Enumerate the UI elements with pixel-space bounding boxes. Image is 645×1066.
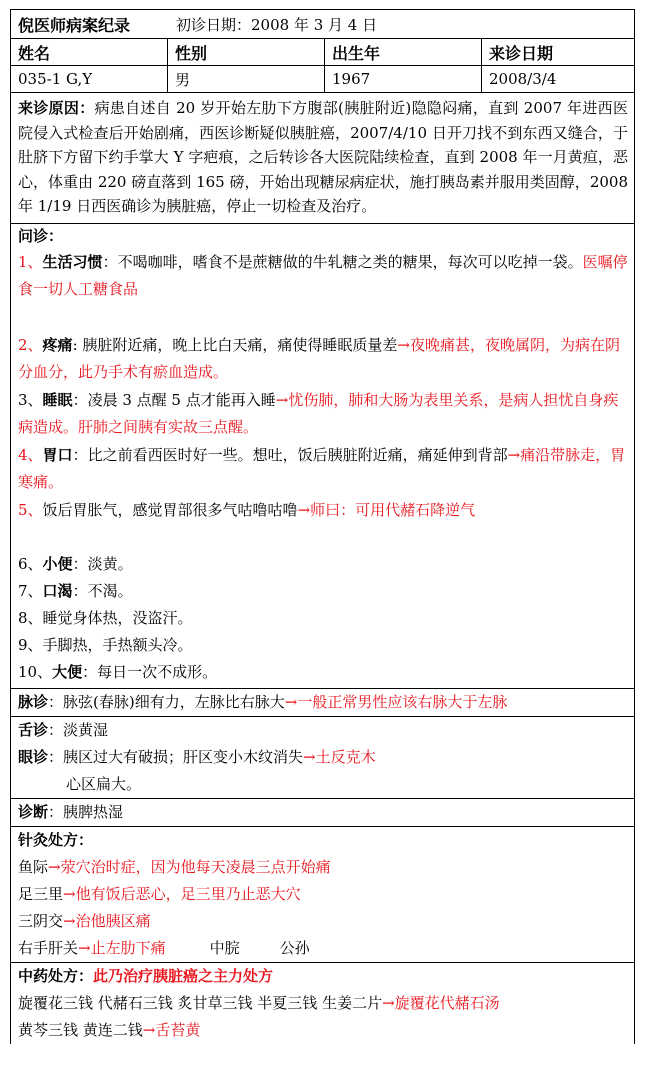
arrow-icon: →	[63, 911, 76, 930]
item-colon: ：	[72, 581, 88, 600]
pulse-annotation: 一般正常男性应该右脉大于左脉	[297, 692, 508, 711]
herbal-line-2	[11, 1017, 634, 1044]
item-text: 手脚热，手热额头冷。	[42, 635, 193, 654]
herbal-title-line	[11, 963, 634, 990]
inquiry-section	[11, 224, 634, 689]
arrow-icon: →	[397, 335, 410, 354]
arrow-icon: →	[382, 993, 395, 1012]
visit-reason-text: 病患自述自 20 岁开始左肋下方腹部(胰脏附近)隐隐闷痛，直到 2007 年进西医院侵入式检查后开始剧痛，西医诊断疑似胰脏癌，2007/4/10 日开刀找不到东西又缝合，于肚脐下方留下约手掌大 Y 字疤痕，之后转诊各大医院陆续检查，直到 2008 年一月黄疸，恶心，体重由 220 磅直落到 165 磅，开始出现糖尿病症状，施打胰岛素并服用类固醇，2008 年 1/19 日西医确诊为胰脏癌，停止一切检查及治疗。	[18, 99, 628, 215]
item-annotation: 师曰：可用代赭石降逆气	[310, 500, 476, 519]
acupoint-annotation: 荥穴治时症，因为他每天凌晨三点开始痛	[60, 857, 331, 876]
herbal-formula-name: 旋覆花代赭石汤	[394, 993, 500, 1012]
eye-line	[11, 744, 634, 771]
inquiry-item-7	[11, 578, 634, 605]
tongue-label: 舌诊	[18, 720, 49, 739]
acupuncture-title: 针灸处方：	[18, 830, 94, 849]
item-annotation: 夜晚痛甚，夜晚属阴，为病在阴分血分，此乃手术有瘀血造成。	[18, 335, 620, 381]
item-label: 小便	[42, 554, 73, 573]
eye-colon: ：	[48, 747, 64, 766]
item-label: 生活习惯	[42, 252, 103, 271]
item-annotation: 医嘱停食一切人工糖食品	[18, 252, 628, 298]
acupoint-extra: 中脘	[209, 938, 240, 957]
item-number: 3、	[18, 390, 43, 409]
gender-value: 男	[168, 66, 325, 92]
tongue-line	[11, 717, 634, 744]
inquiry-item-1	[11, 249, 634, 304]
gender-header: 性别	[168, 39, 325, 65]
diagnosis-colon: ：	[48, 802, 64, 821]
item-number: 9、	[18, 635, 43, 654]
item-text: 凌晨 3 点醒 5 点才能再入睡	[87, 390, 276, 409]
diagnosis-section	[11, 799, 634, 827]
item-text: 不渴。	[87, 581, 133, 600]
acupoint-line-1	[11, 854, 634, 881]
herbal-formula: 黄芩三钱 黄连二钱	[18, 1020, 143, 1039]
item-annotation: 痛沿带脉走，胃寒痛。	[18, 445, 626, 491]
herbal-section	[11, 963, 634, 1044]
item-number: 1、	[18, 252, 43, 271]
item-colon: ：	[72, 390, 88, 409]
tongue-eye-section	[11, 717, 634, 799]
herbal-annotation: 此乃治疗胰脏癌之主力处方	[93, 966, 274, 985]
item-annotation: 忧伤肺，肺和大肠为表里关系，是病人担忧自身疾病造成。肝肺之间胰有实故三点醒。	[18, 390, 619, 436]
patient-values-row	[11, 66, 634, 93]
pulse-section	[11, 689, 634, 717]
herbal-line-1	[11, 990, 634, 1017]
item-label: 睡眠	[42, 390, 73, 409]
item-number: 2、	[18, 335, 43, 354]
acupoint-annotation: 他有饭后恶心，足三里乃止恶大穴	[75, 884, 301, 903]
inquiry-item-4	[11, 442, 634, 497]
item-colon: :	[72, 335, 83, 354]
acupoint-annotation: 治他胰区痛	[75, 911, 151, 930]
arrow-icon: →	[284, 692, 298, 711]
acupuncture-section	[11, 827, 634, 963]
pulse-label: 脉诊	[18, 692, 49, 711]
arrow-icon: →	[297, 500, 311, 519]
spacer	[11, 524, 634, 551]
item-colon: ：	[72, 445, 88, 464]
acupoint-line-3	[11, 908, 634, 935]
inquiry-title: 问诊：	[18, 226, 64, 245]
item-text: 睡觉身体热，没盗汗。	[42, 608, 193, 627]
inquiry-item-2	[11, 332, 634, 387]
diagnosis-label: 诊断	[18, 802, 49, 821]
arrow-icon: →	[48, 857, 61, 876]
tongue-colon: ：	[48, 720, 64, 739]
inquiry-item-9	[11, 632, 634, 659]
birth-year-value: 1967	[325, 66, 482, 92]
item-number: 6、	[18, 554, 43, 573]
item-text: 淡黄。	[87, 554, 133, 573]
item-number: 4、	[18, 445, 43, 464]
diagnosis-text: 胰脾热湿	[63, 802, 124, 821]
item-text: 胰脏附近痛，晚上比白天痛，痛使得睡眠质量差	[82, 335, 398, 354]
inquiry-item-5	[11, 497, 634, 524]
item-label: 胃口	[42, 445, 73, 464]
item-number: 7、	[18, 581, 43, 600]
title-row	[11, 10, 634, 39]
eye-label: 眼诊	[18, 747, 49, 766]
spacer	[11, 304, 634, 332]
item-number: 10、	[18, 662, 53, 681]
visit-reason-label: 来诊原因：	[18, 99, 95, 117]
acupoint-extra: 公孙	[279, 938, 310, 957]
eye-line-2: 心区扁大。	[66, 774, 142, 793]
patient-header-row	[11, 39, 634, 66]
item-text: 每日一次不成形。	[97, 662, 218, 681]
record-title: 倪医师病案纪录	[18, 15, 131, 35]
name-header: 姓名	[11, 39, 168, 65]
visit-date-value: 2008/3/4	[489, 70, 557, 88]
item-colon: ：	[72, 554, 88, 573]
arrow-icon: →	[63, 884, 76, 903]
inquiry-item-8	[11, 605, 634, 632]
item-colon: ：	[102, 252, 118, 271]
item-colon: ：	[82, 662, 98, 681]
eye-annotation: 土反克木	[315, 747, 376, 766]
herbal-formula: 旋覆花三钱 代赭石三钱 炙甘草三钱 半夏三钱 生姜二片	[18, 993, 383, 1012]
case-record-table	[10, 9, 635, 1044]
pulse-colon: ：	[48, 692, 64, 711]
acupoint-name: 三阴交	[18, 911, 64, 930]
item-text: 不喝咖啡，嗜食不是蔗糖做的牛轧糖之类的糖果，每次可以吃掉一袋。	[117, 252, 583, 271]
tongue-text: 淡黄湿	[63, 720, 109, 739]
arrow-icon: →	[142, 1020, 156, 1039]
item-label: 大便	[52, 662, 83, 681]
item-text: 饭后胃胀气，感觉胃部很多气咕噜咕噜	[42, 500, 298, 519]
acupoint-annotation: 止左肋下痛	[90, 938, 166, 957]
item-number: 8、	[18, 608, 43, 627]
item-label: 疼痛	[42, 335, 73, 354]
inquiry-item-3	[11, 387, 634, 442]
acupoint-name: 鱼际	[18, 857, 49, 876]
name-value: 035-1 G,Y	[11, 66, 168, 92]
visit-date-header: 来诊日期	[489, 43, 554, 63]
acupoint-name: 足三里	[18, 884, 64, 903]
acupoint-line-4	[11, 935, 634, 962]
acupoint-line-2	[11, 881, 634, 908]
item-number: 5、	[18, 500, 43, 519]
item-text: 比之前看西医时好一些。想吐，饭后胰脏附近痛，痛延伸到背部	[87, 445, 508, 464]
item-label: 口渴	[42, 581, 73, 600]
arrow-icon: →	[303, 747, 316, 766]
first-visit-date: 初诊日期：2008 年 3 月 4 日	[176, 15, 378, 34]
arrow-icon: →	[275, 390, 289, 409]
arrow-icon: →	[507, 445, 521, 464]
herbal-annotation: 舌苔黄	[155, 1020, 201, 1039]
inquiry-item-10	[11, 659, 634, 686]
birth-year-header: 出生年	[325, 39, 482, 65]
visit-reason-section	[11, 93, 634, 224]
acupoint-name: 右手肝关	[18, 938, 79, 957]
herbal-title: 中药处方：	[18, 966, 94, 985]
pulse-text: 脉弦(春脉)细有力，左脉比右脉大	[63, 692, 285, 711]
eye-text: 胰区过大有破损；肝区变小木纹消失	[63, 747, 304, 766]
inquiry-item-6	[11, 551, 634, 578]
arrow-icon: →	[78, 938, 91, 957]
